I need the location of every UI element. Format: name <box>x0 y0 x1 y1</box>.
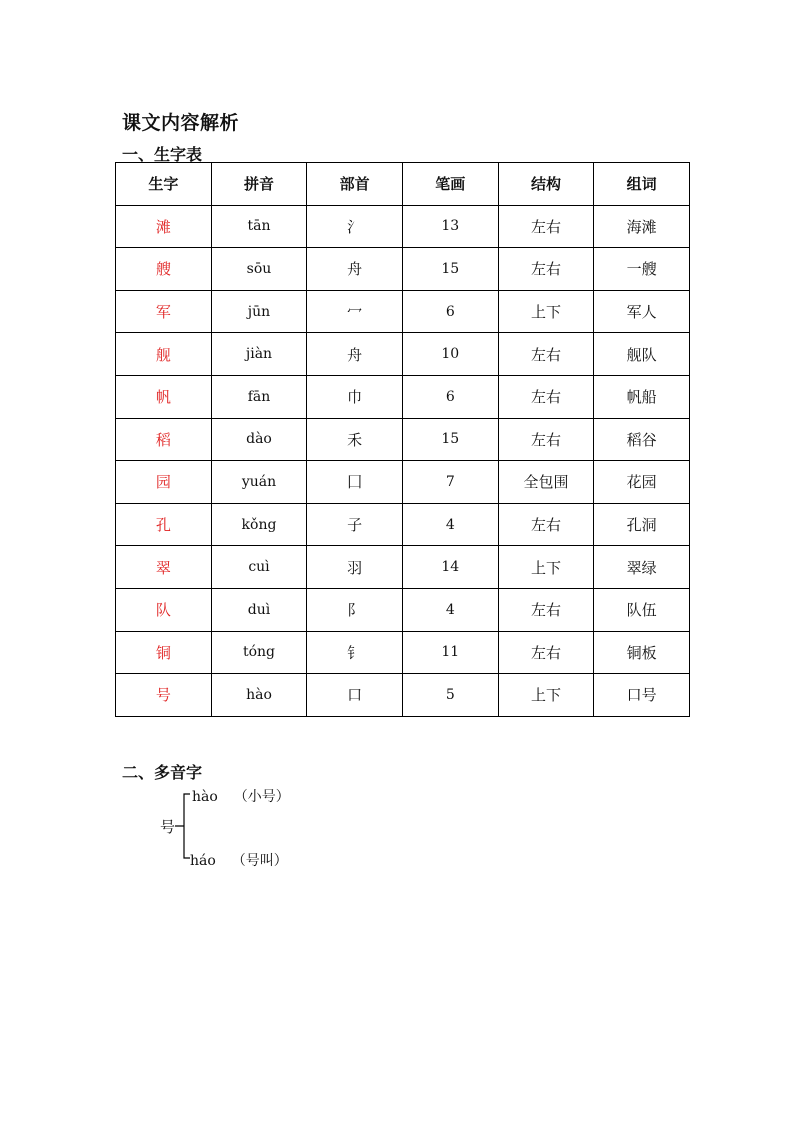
table-row <box>116 205 690 248</box>
cell-structure: 左右 <box>498 588 594 631</box>
column-header-word: 组词 <box>594 163 690 206</box>
cell-radical: 禾 <box>307 418 403 461</box>
cell-word: 舰队 <box>594 333 690 376</box>
cell-strokes: 5 <box>402 674 498 717</box>
cell-strokes: 14 <box>402 546 498 589</box>
cell-structure: 上下 <box>498 546 594 589</box>
cell-pinyin: kǒng <box>211 503 307 546</box>
section-heading-polyphones: 二、多音字 <box>122 763 203 782</box>
table-row <box>116 248 690 291</box>
cell-structure: 全包围 <box>498 461 594 504</box>
cell-character: 铜 <box>116 631 212 674</box>
cell-character: 滩 <box>116 205 212 248</box>
column-header-char: 生字 <box>116 163 212 206</box>
cell-radical: 舟 <box>307 248 403 291</box>
column-header-structure: 结构 <box>498 163 594 206</box>
cell-radical: 羽 <box>307 546 403 589</box>
cell-radical: 子 <box>307 503 403 546</box>
column-header-radical: 部首 <box>307 163 403 206</box>
cell-structure: 上下 <box>498 674 594 717</box>
character-table <box>115 162 690 717</box>
cell-strokes: 4 <box>402 503 498 546</box>
cell-radical: 氵 <box>307 205 403 248</box>
cell-word: 口号 <box>594 674 690 717</box>
table-row <box>116 333 690 376</box>
cell-strokes: 6 <box>402 375 498 418</box>
cell-radical: 舟 <box>307 333 403 376</box>
reading-pinyin: hào <box>192 789 218 805</box>
cell-radical: 口 <box>307 674 403 717</box>
cell-radical: 冖 <box>307 290 403 333</box>
cell-word: 军人 <box>594 290 690 333</box>
cell-strokes: 4 <box>402 588 498 631</box>
cell-character: 军 <box>116 290 212 333</box>
cell-character: 孔 <box>116 503 212 546</box>
cell-structure: 上下 <box>498 290 594 333</box>
polyphone-reading <box>192 786 290 806</box>
cell-structure: 左右 <box>498 333 594 376</box>
cell-word: 稻谷 <box>594 418 690 461</box>
cell-structure: 左右 <box>498 503 594 546</box>
reading-example: （小号） <box>233 789 290 805</box>
cell-radical: 囗 <box>307 461 403 504</box>
cell-strokes: 11 <box>402 631 498 674</box>
cell-pinyin: jūn <box>211 290 307 333</box>
cell-word: 队伍 <box>594 588 690 631</box>
cell-pinyin: tān <box>211 205 307 248</box>
table-row <box>116 546 690 589</box>
polyphone-reading <box>190 850 288 870</box>
cell-structure: 左右 <box>498 631 594 674</box>
brace-bracket <box>172 790 192 862</box>
column-header-pinyin: 拼音 <box>211 163 307 206</box>
cell-pinyin: duì <box>211 588 307 631</box>
table-row <box>116 631 690 674</box>
cell-structure: 左右 <box>498 248 594 291</box>
cell-radical: 巾 <box>307 375 403 418</box>
table-row <box>116 674 690 717</box>
cell-pinyin: dào <box>211 418 307 461</box>
cell-pinyin: fān <box>211 375 307 418</box>
cell-pinyin: cuì <box>211 546 307 589</box>
cell-character: 园 <box>116 461 212 504</box>
table-row <box>116 375 690 418</box>
table-header-row <box>116 163 690 206</box>
cell-word: 花园 <box>594 461 690 504</box>
cell-radical: 钅 <box>307 631 403 674</box>
cell-word: 一艘 <box>594 248 690 291</box>
cell-radical: 阝 <box>307 588 403 631</box>
cell-strokes: 7 <box>402 461 498 504</box>
cell-word: 帆船 <box>594 375 690 418</box>
polyphone-character: 号 <box>160 818 176 836</box>
cell-character: 号 <box>116 674 212 717</box>
table-row <box>116 290 690 333</box>
cell-character: 翠 <box>116 546 212 589</box>
table-row <box>116 461 690 504</box>
cell-strokes: 13 <box>402 205 498 248</box>
cell-character: 稻 <box>116 418 212 461</box>
cell-pinyin: tóng <box>211 631 307 674</box>
cell-structure: 左右 <box>498 418 594 461</box>
cell-word: 海滩 <box>594 205 690 248</box>
cell-strokes: 10 <box>402 333 498 376</box>
page-title: 课文内容解析 <box>122 112 240 134</box>
cell-pinyin: yuán <box>211 461 307 504</box>
cell-strokes: 6 <box>402 290 498 333</box>
cell-word: 翠绿 <box>594 546 690 589</box>
column-header-strokes: 笔画 <box>402 163 498 206</box>
reading-pinyin: háo <box>190 853 216 869</box>
reading-example: （号叫） <box>231 853 288 869</box>
cell-character: 艘 <box>116 248 212 291</box>
cell-character: 帆 <box>116 375 212 418</box>
section-heading-characters: 一、生字表 <box>122 145 203 164</box>
cell-word: 孔洞 <box>594 503 690 546</box>
cell-pinyin: jiàn <box>211 333 307 376</box>
table-row <box>116 418 690 461</box>
cell-pinyin: sōu <box>211 248 307 291</box>
table-row <box>116 503 690 546</box>
cell-pinyin: hào <box>211 674 307 717</box>
cell-character: 舰 <box>116 333 212 376</box>
cell-strokes: 15 <box>402 248 498 291</box>
cell-strokes: 15 <box>402 418 498 461</box>
cell-word: 铜板 <box>594 631 690 674</box>
cell-structure: 左右 <box>498 205 594 248</box>
table-row <box>116 588 690 631</box>
cell-character: 队 <box>116 588 212 631</box>
cell-structure: 左右 <box>498 375 594 418</box>
